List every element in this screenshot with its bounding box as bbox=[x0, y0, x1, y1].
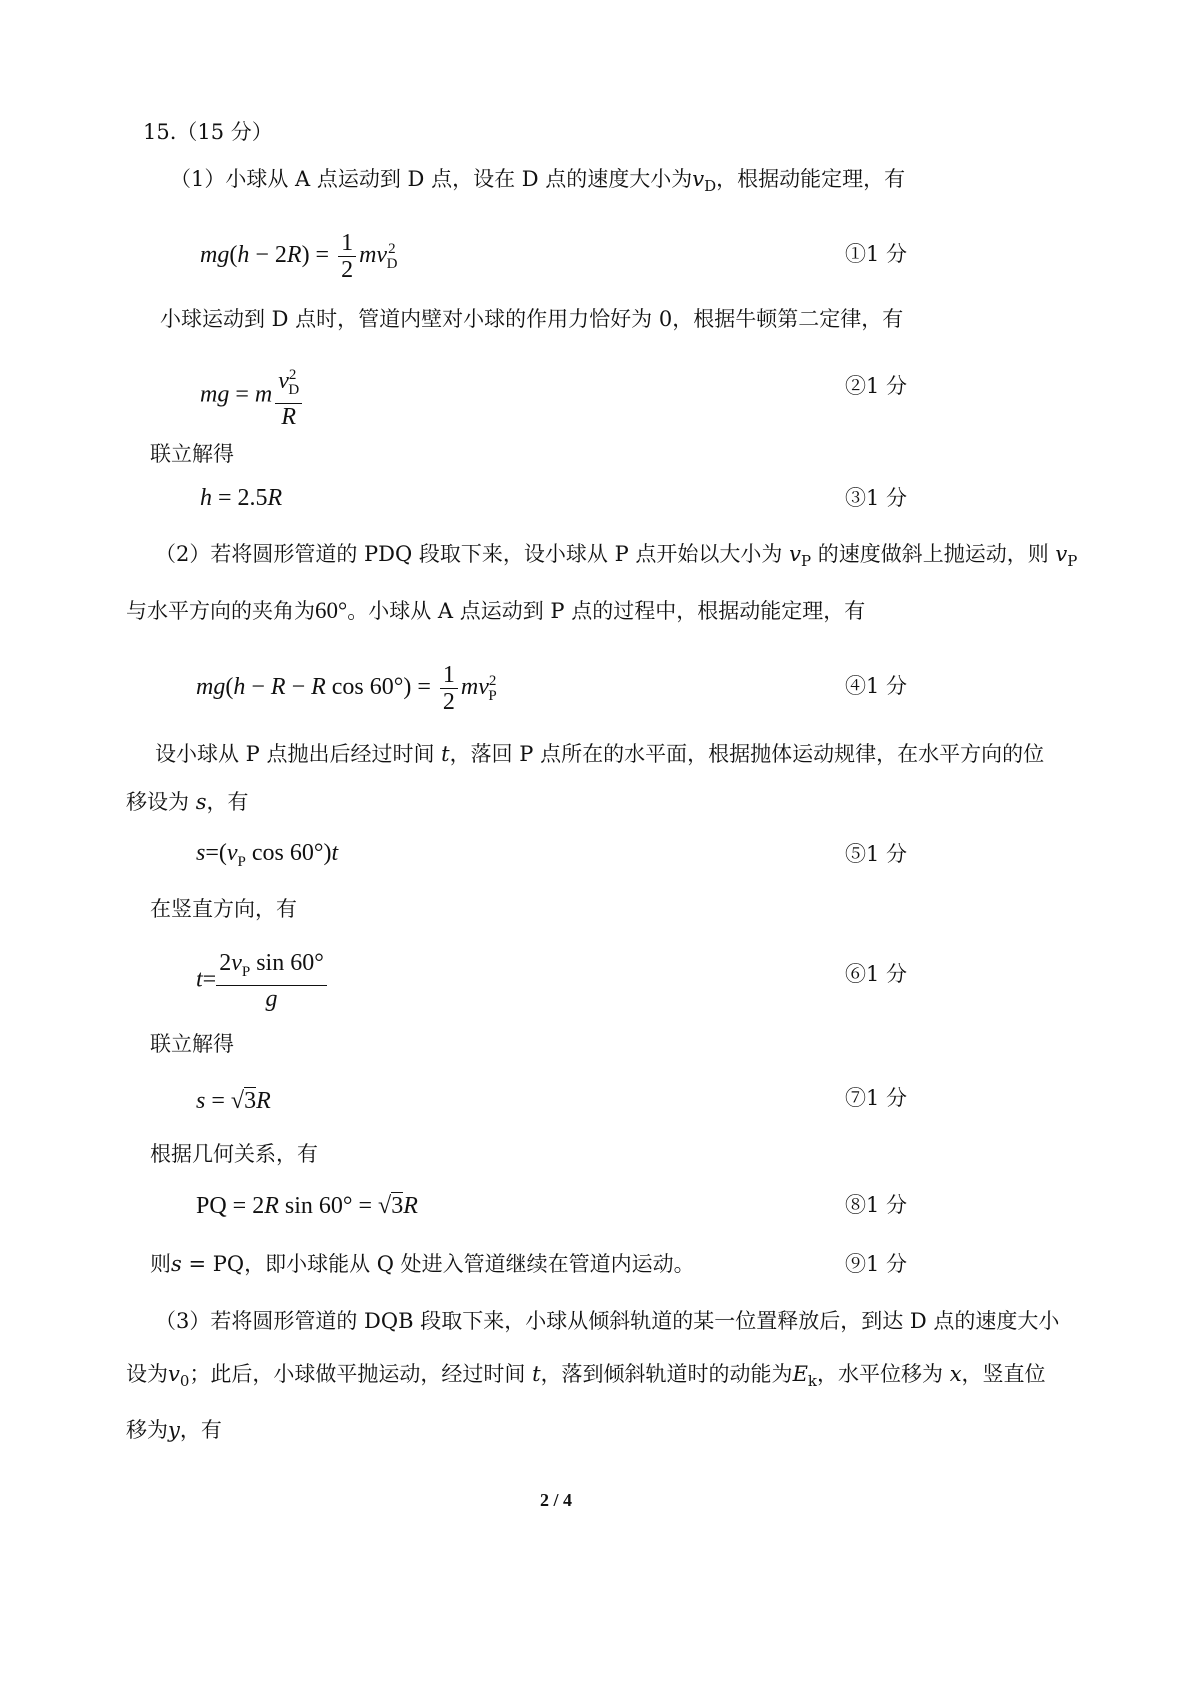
equation-1: mg(h − 2R) = $\frac{1}{2}$ $mv^2_D$ bbox=[200, 230, 398, 283]
score-1: ①1 分 bbox=[845, 242, 908, 266]
page-number: 2 / 4 bbox=[540, 1490, 573, 1510]
part1-text2: 小球运动到 D 点时，管道内壁对小球的作用力恰好为 0，根据牛顿第二定律，有 bbox=[160, 307, 904, 331]
part3-line2: 设为$v_0$；此后，小球做平抛运动，经过时间 t，落到倾斜轨道时的动能为$E_k$，水平位移为 x，竖直位 bbox=[126, 1362, 1046, 1391]
equation-6: t= $\frac{2v_P \sin 60^\circ}{g}$ bbox=[196, 950, 330, 1012]
part1-intro: （1）小球从 A 点运动到 D 点，设在 D 点的速度大小为$v_D$，根据动能定理，有 bbox=[170, 167, 906, 196]
part3-line3: 移为y，有 bbox=[126, 1418, 222, 1442]
score-7: ⑦1 分 bbox=[845, 1086, 908, 1110]
equation-2: mg = m $\frac{v^2_D}{R}$ bbox=[200, 362, 305, 430]
score-9: ⑨1 分 bbox=[845, 1252, 908, 1276]
part2-text5-line1: 设小球从 P 点抛出后经过时间 t，落回 P 点所在的水平面，根据抛体运动规律，在水平方向的位 bbox=[155, 742, 1045, 766]
part2-text9: 则s = PQ，即小球能从 Q 处进入管道继续在管道内运动。 bbox=[150, 1252, 695, 1276]
equation-8: PQ = 2R sin 60° = √3R bbox=[196, 1193, 418, 1219]
part2-text5-line2: 移设为 s，有 bbox=[126, 790, 249, 814]
part2-intro-line2: 与水平方向的夹角为60°。小球从 A 点运动到 P 点的过程中，根据动能定理，有 bbox=[126, 598, 866, 623]
equation-3: h = 2.5R bbox=[200, 485, 283, 511]
part3-line1: （3）若将圆形管道的 DQB 段取下来，小球从倾斜轨道的某一位置释放后，到达 D 点的速度大小 bbox=[155, 1309, 1060, 1333]
score-4: ④1 分 bbox=[845, 674, 908, 698]
part2-intro-line1: （2）若将圆形管道的 PDQ 段取下来，设小球从 P 点开始以大小为 $v_P$ 的速度做斜上抛运动，则 $v_P$ bbox=[155, 542, 1078, 571]
part2-text6: 在竖直方向，有 bbox=[150, 897, 297, 921]
part1-text3: 联立解得 bbox=[150, 442, 234, 466]
equation-7: s = √3R bbox=[196, 1088, 271, 1114]
part2-text8: 根据几何关系，有 bbox=[150, 1142, 318, 1166]
equation-4: mg(h − R − R cos 60°) = $\frac{1}{2}$ $mv^2_P$ bbox=[196, 662, 497, 715]
score-2: ②1 分 bbox=[845, 374, 908, 398]
score-5: ⑤1 分 bbox=[845, 842, 908, 866]
question-number: 15.（15 分） bbox=[143, 120, 273, 144]
part2-text7: 联立解得 bbox=[150, 1032, 234, 1056]
score-6: ⑥1 分 bbox=[845, 962, 908, 986]
score-3: ③1 分 bbox=[845, 486, 908, 510]
equation-5: $s=(v_P$ cos 60°)t bbox=[196, 840, 339, 870]
score-8: ⑧1 分 bbox=[845, 1193, 908, 1217]
